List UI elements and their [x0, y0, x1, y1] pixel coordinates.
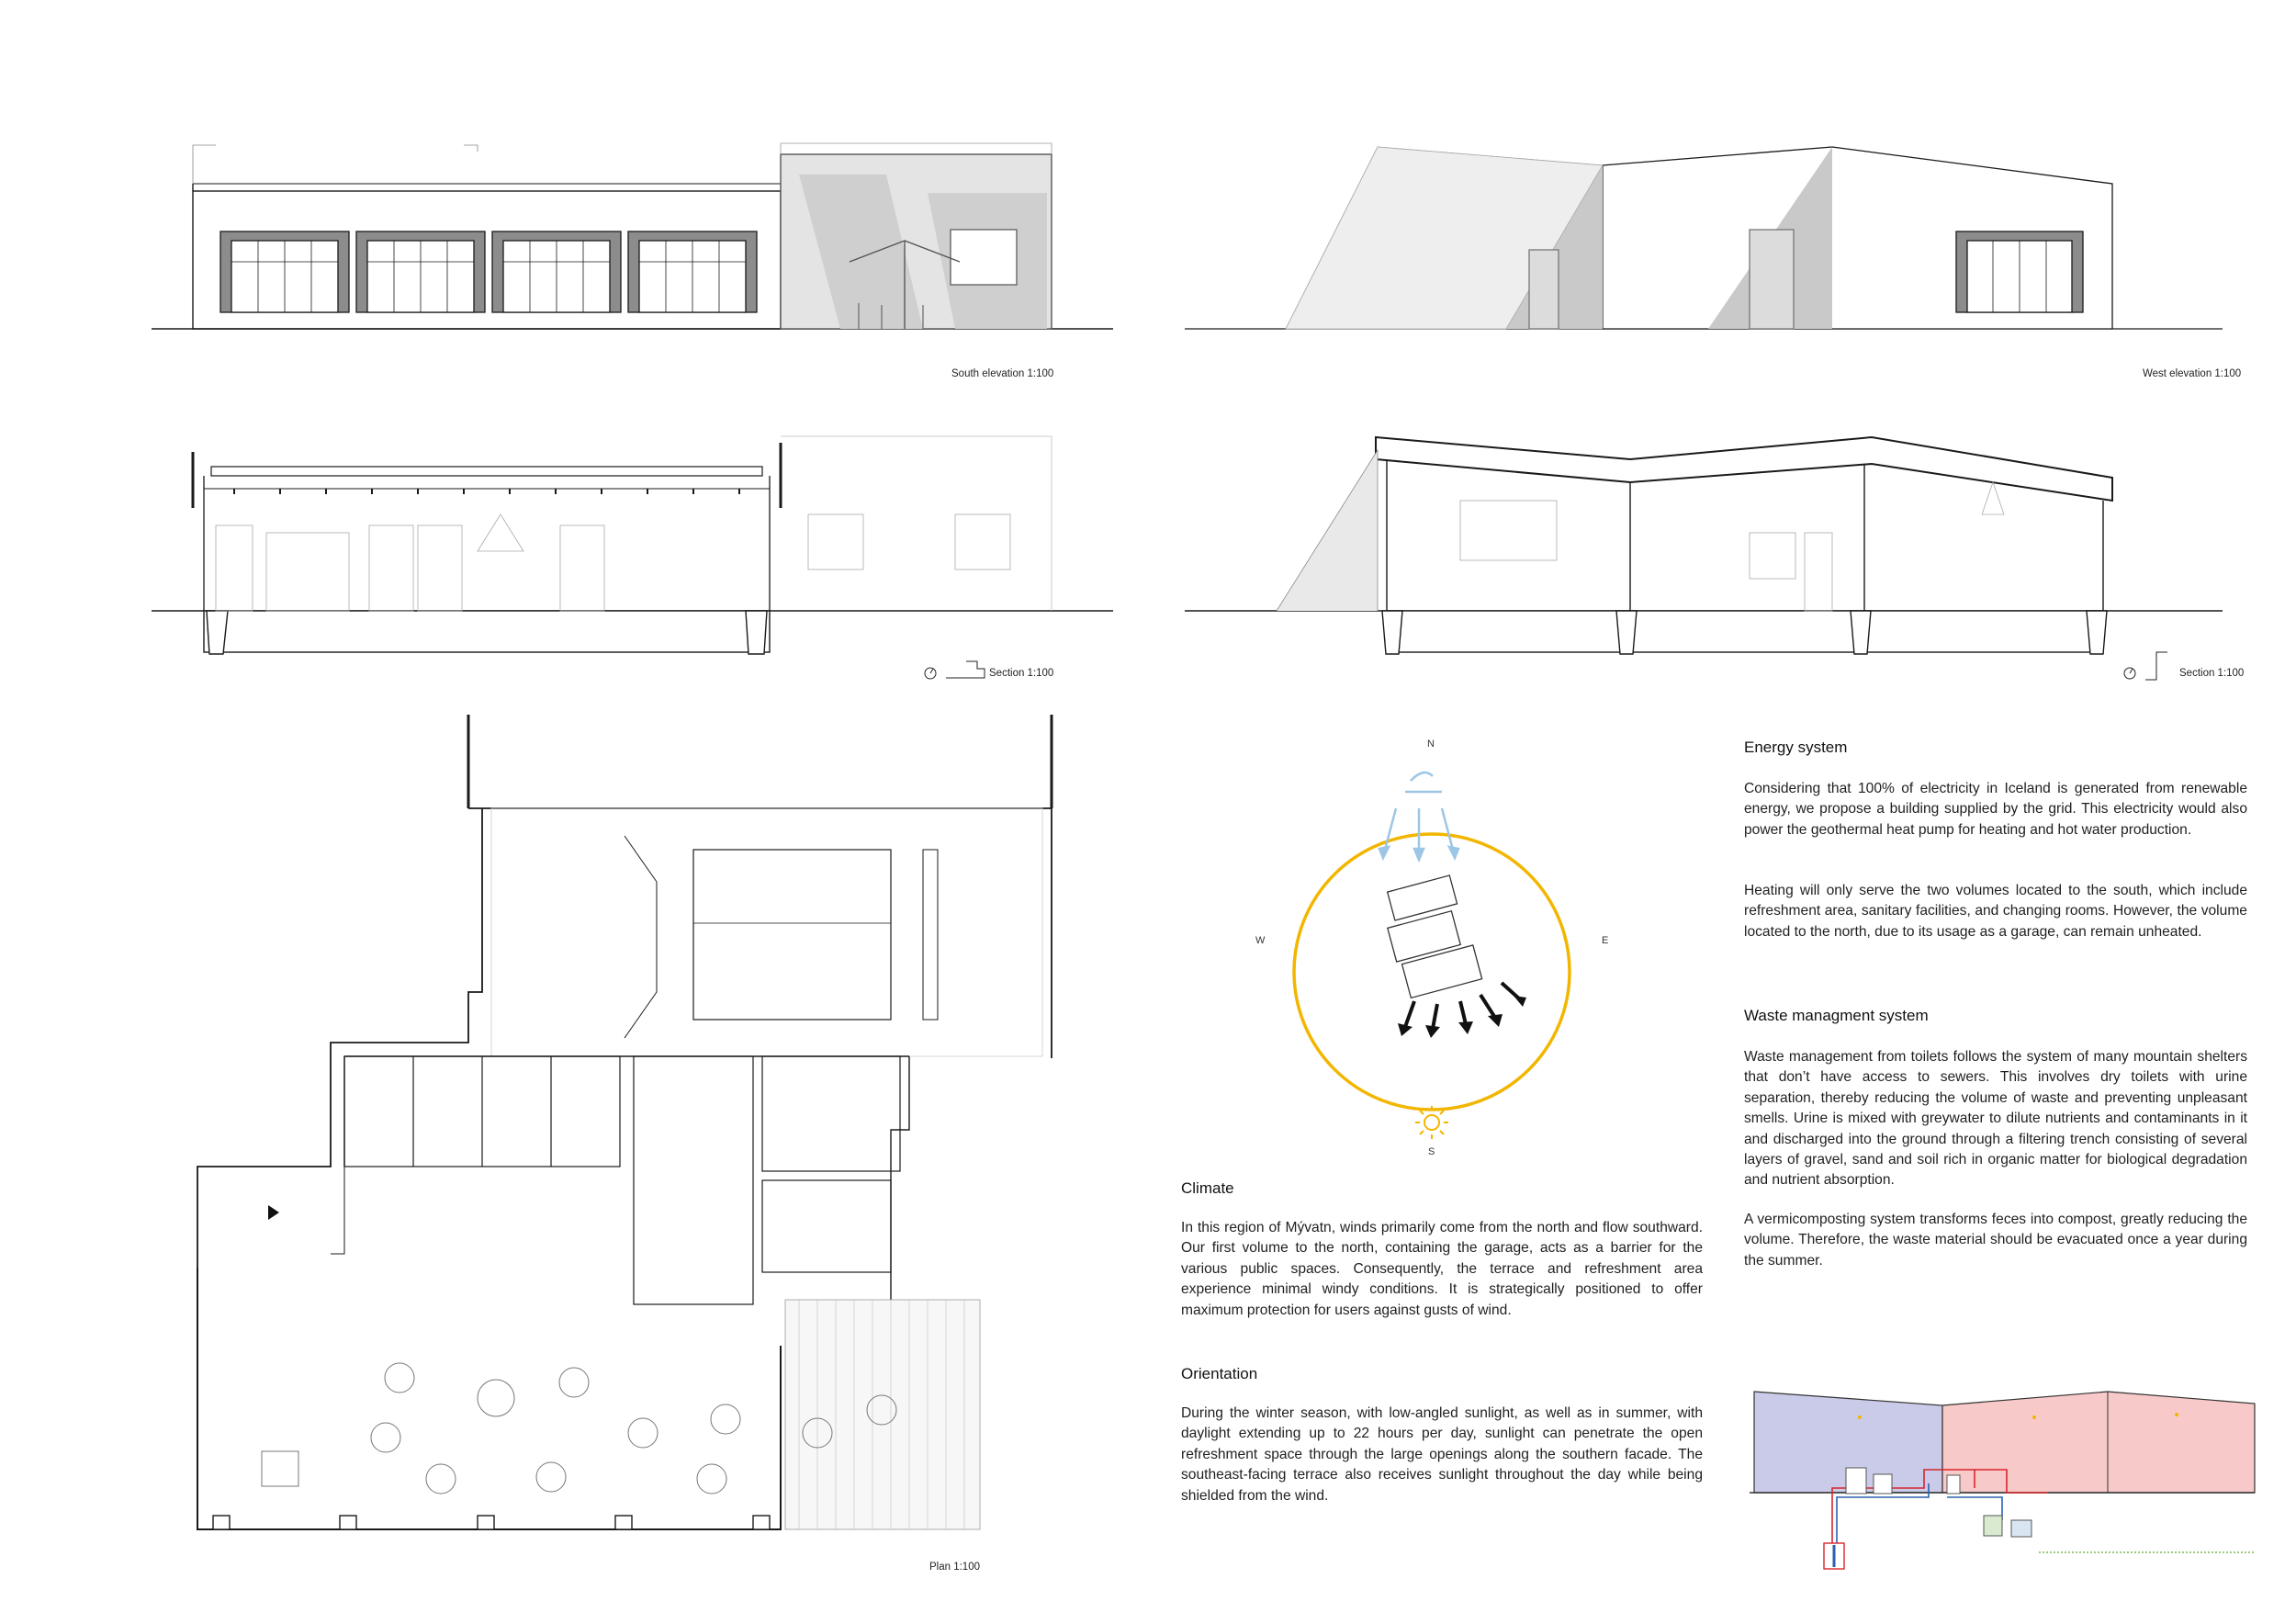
climate-heading: Climate [1181, 1179, 1234, 1197]
compass-east-label: E [1602, 935, 1609, 946]
energy-paragraph-1: Considering that 100% of electricity in Iceland is generated from renewable energy, we propose a building supplied by the grid. This electricity would also power the geothermal heat pump for heating and hot water production. [1744, 781, 2247, 838]
plan-caption: Plan 1:100 [929, 1562, 980, 1573]
orientation-paragraph: During the winter season, with low-angled sunlight, as well as in summer, with daylight extending up to 22 hours per day, sunlight can penetrate the open refreshment space through the large openings along the southern facade. The southeast-facing terrace also receives sunlight throughout the day while being shielded from the wind. [1181, 1405, 1703, 1504]
south-elevation-caption: South elevation 1:100 [951, 368, 1054, 379]
west-elevation-caption: West elevation 1:100 [2143, 368, 2242, 379]
waste-paragraph-1: Waste management from toilets follows the system of many mountain shelters that don’t have access to sewers. This involves dry toilets with urine separation, thereby reducing the volume of waste and preventing unpleasant smells. Urine is mixed with greywater to dilute nutrients and contaminants in it and discharged into the ground through a filtering trench consisting of several layers of gravel, sand and soil rich in organic matter for biological degradation and nutrient absorption. [1744, 1049, 2247, 1189]
waste-paragraph-2: A vermicomposting system transforms feces into compost, greatly reducing the volume. Therefore, the waste material should be evacuated once a year during the summer. [1744, 1212, 2247, 1269]
section-caption-right: Section 1:100 [2179, 668, 2245, 679]
compass-west-label: W [1255, 935, 1266, 946]
section-caption-left: Section 1:100 [989, 668, 1054, 679]
energy-paragraph-2: Heating will only serve the two volumes located to the south, which include refreshment area, sanitary facilities, and changing rooms. However, the volume located to the north, due to its usage as a garage, can remain unheated. [1744, 883, 2247, 940]
energy-heading: Energy system [1744, 739, 1848, 756]
climate-paragraph: In this region of Mývatn, winds primarily come from the north and flow southward. Our first volume to the north, containing the garage, acts as a barrier for the various public spaces. Consequently, the terrace and refreshment area experience minimal windy conditions. It is strategically positioned to offer maximum protection for users against gusts of wind. [1181, 1220, 1703, 1318]
compass-south-label: S [1428, 1146, 1435, 1157]
waste-heading: Waste managment system [1744, 1007, 1929, 1024]
compass-north-label: N [1427, 739, 1435, 750]
orientation-heading: Orientation [1181, 1365, 1258, 1382]
